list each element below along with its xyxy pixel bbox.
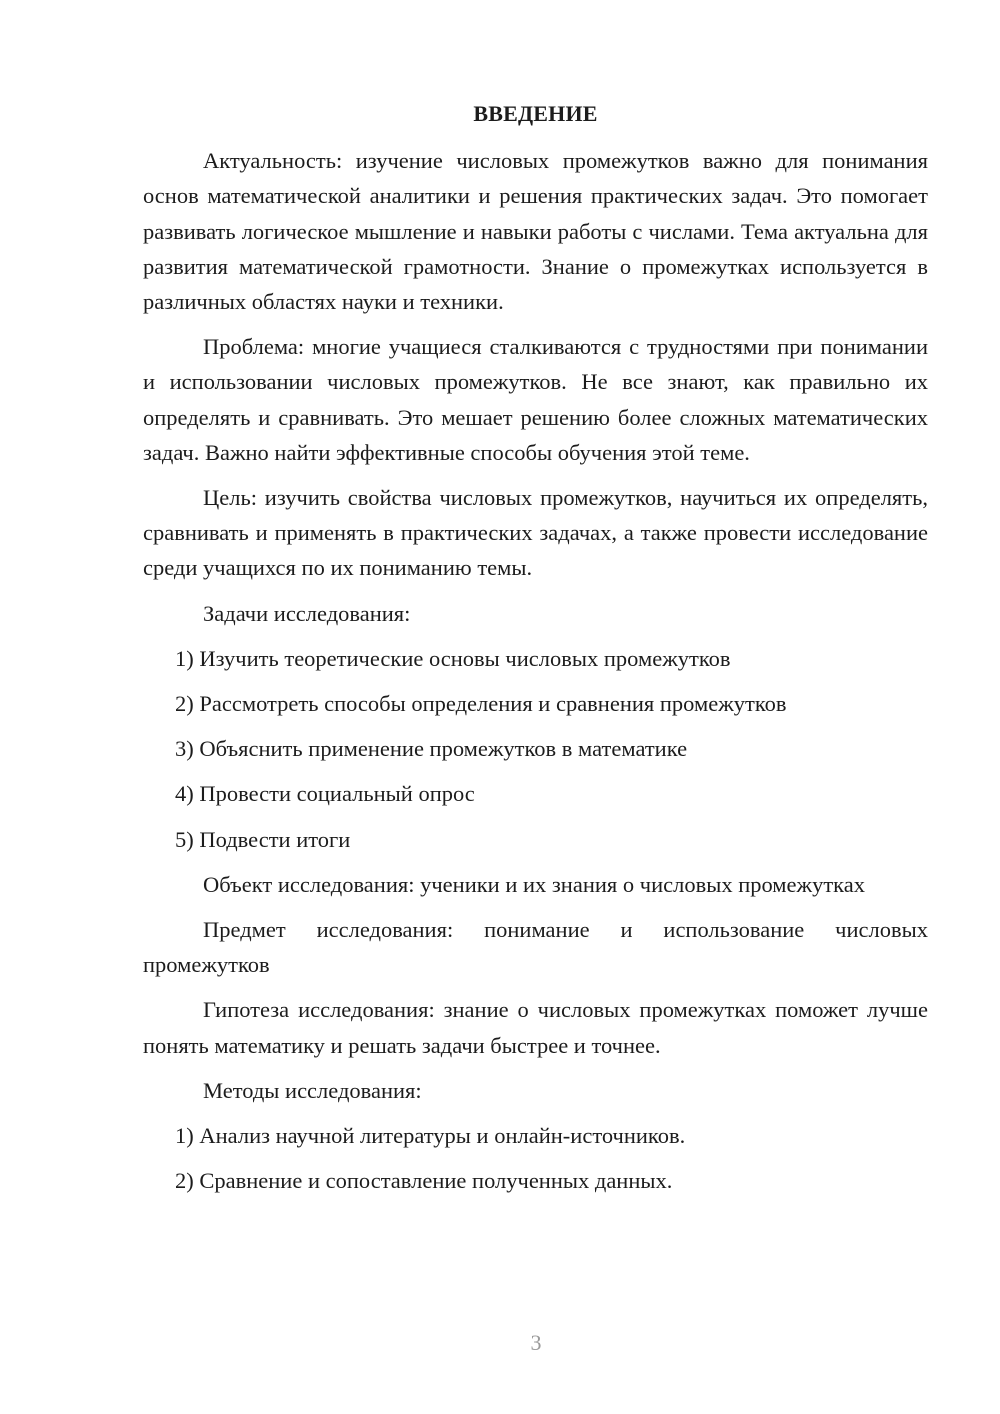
object-paragraph: Объект исследования: ученики и их знания о числовых промежутках — [203, 871, 865, 897]
task-item: 4) Провести социальный опрос — [175, 781, 475, 807]
goal-paragraph: Цель: изучить свойства числовых промежутков, научиться их определять, сравнивать и применять в практических задачах, а также провести исследование среди учащихся по их пониманию темы. — [143, 485, 928, 581]
tasks-heading: Задачи исследования: — [203, 600, 411, 626]
task-item: 2) Рассмотреть способы определения и сравнения промежутков — [175, 691, 787, 717]
problem-paragraph: Проблема: многие учащиеся сталкиваются с трудностями при понимании и использовании числовых промежутков. Не все знают, как правильно их определять и сравнивать. Это мешает решению более сложных математических задач. Важно найти эффективные способы обучения этой теме. — [143, 334, 928, 465]
document-page — [143, 96, 928, 1208]
subject-paragraph: Предмет исследования: понимание и использование числовых промежутков — [143, 917, 928, 978]
methods-heading: Методы исследования: — [203, 1077, 422, 1103]
task-item: 5) Подвести итоги — [175, 826, 351, 852]
page-number: 3 — [530, 1330, 542, 1355]
method-item: 2) Сравнение и сопоставление полученных данных. — [175, 1168, 673, 1194]
task-item: 3) Объяснить применение промежутков в математике — [175, 736, 688, 762]
task-item: 1) Изучить теоретические основы числовых промежутков — [175, 645, 731, 671]
hypothesis-paragraph: Гипотеза исследования: знание о числовых промежутках поможет лучше понять математику и решать задачи быстрее и точнее. — [143, 997, 928, 1058]
method-item: 1) Анализ научной литературы и онлайн-источников. — [175, 1123, 686, 1149]
page-title: ВВЕДЕНИЕ — [473, 101, 598, 126]
relevance-paragraph: Актуальность: изучение числовых промежутков важно для понимания основ математической аналитики и решения практических задач. Это помогает развивать логическое мышление и навыки работы с числами. Тема актуальна для развития математической грамотности. Знание о промежутках используется в различных областях науки и техники. — [143, 148, 928, 315]
